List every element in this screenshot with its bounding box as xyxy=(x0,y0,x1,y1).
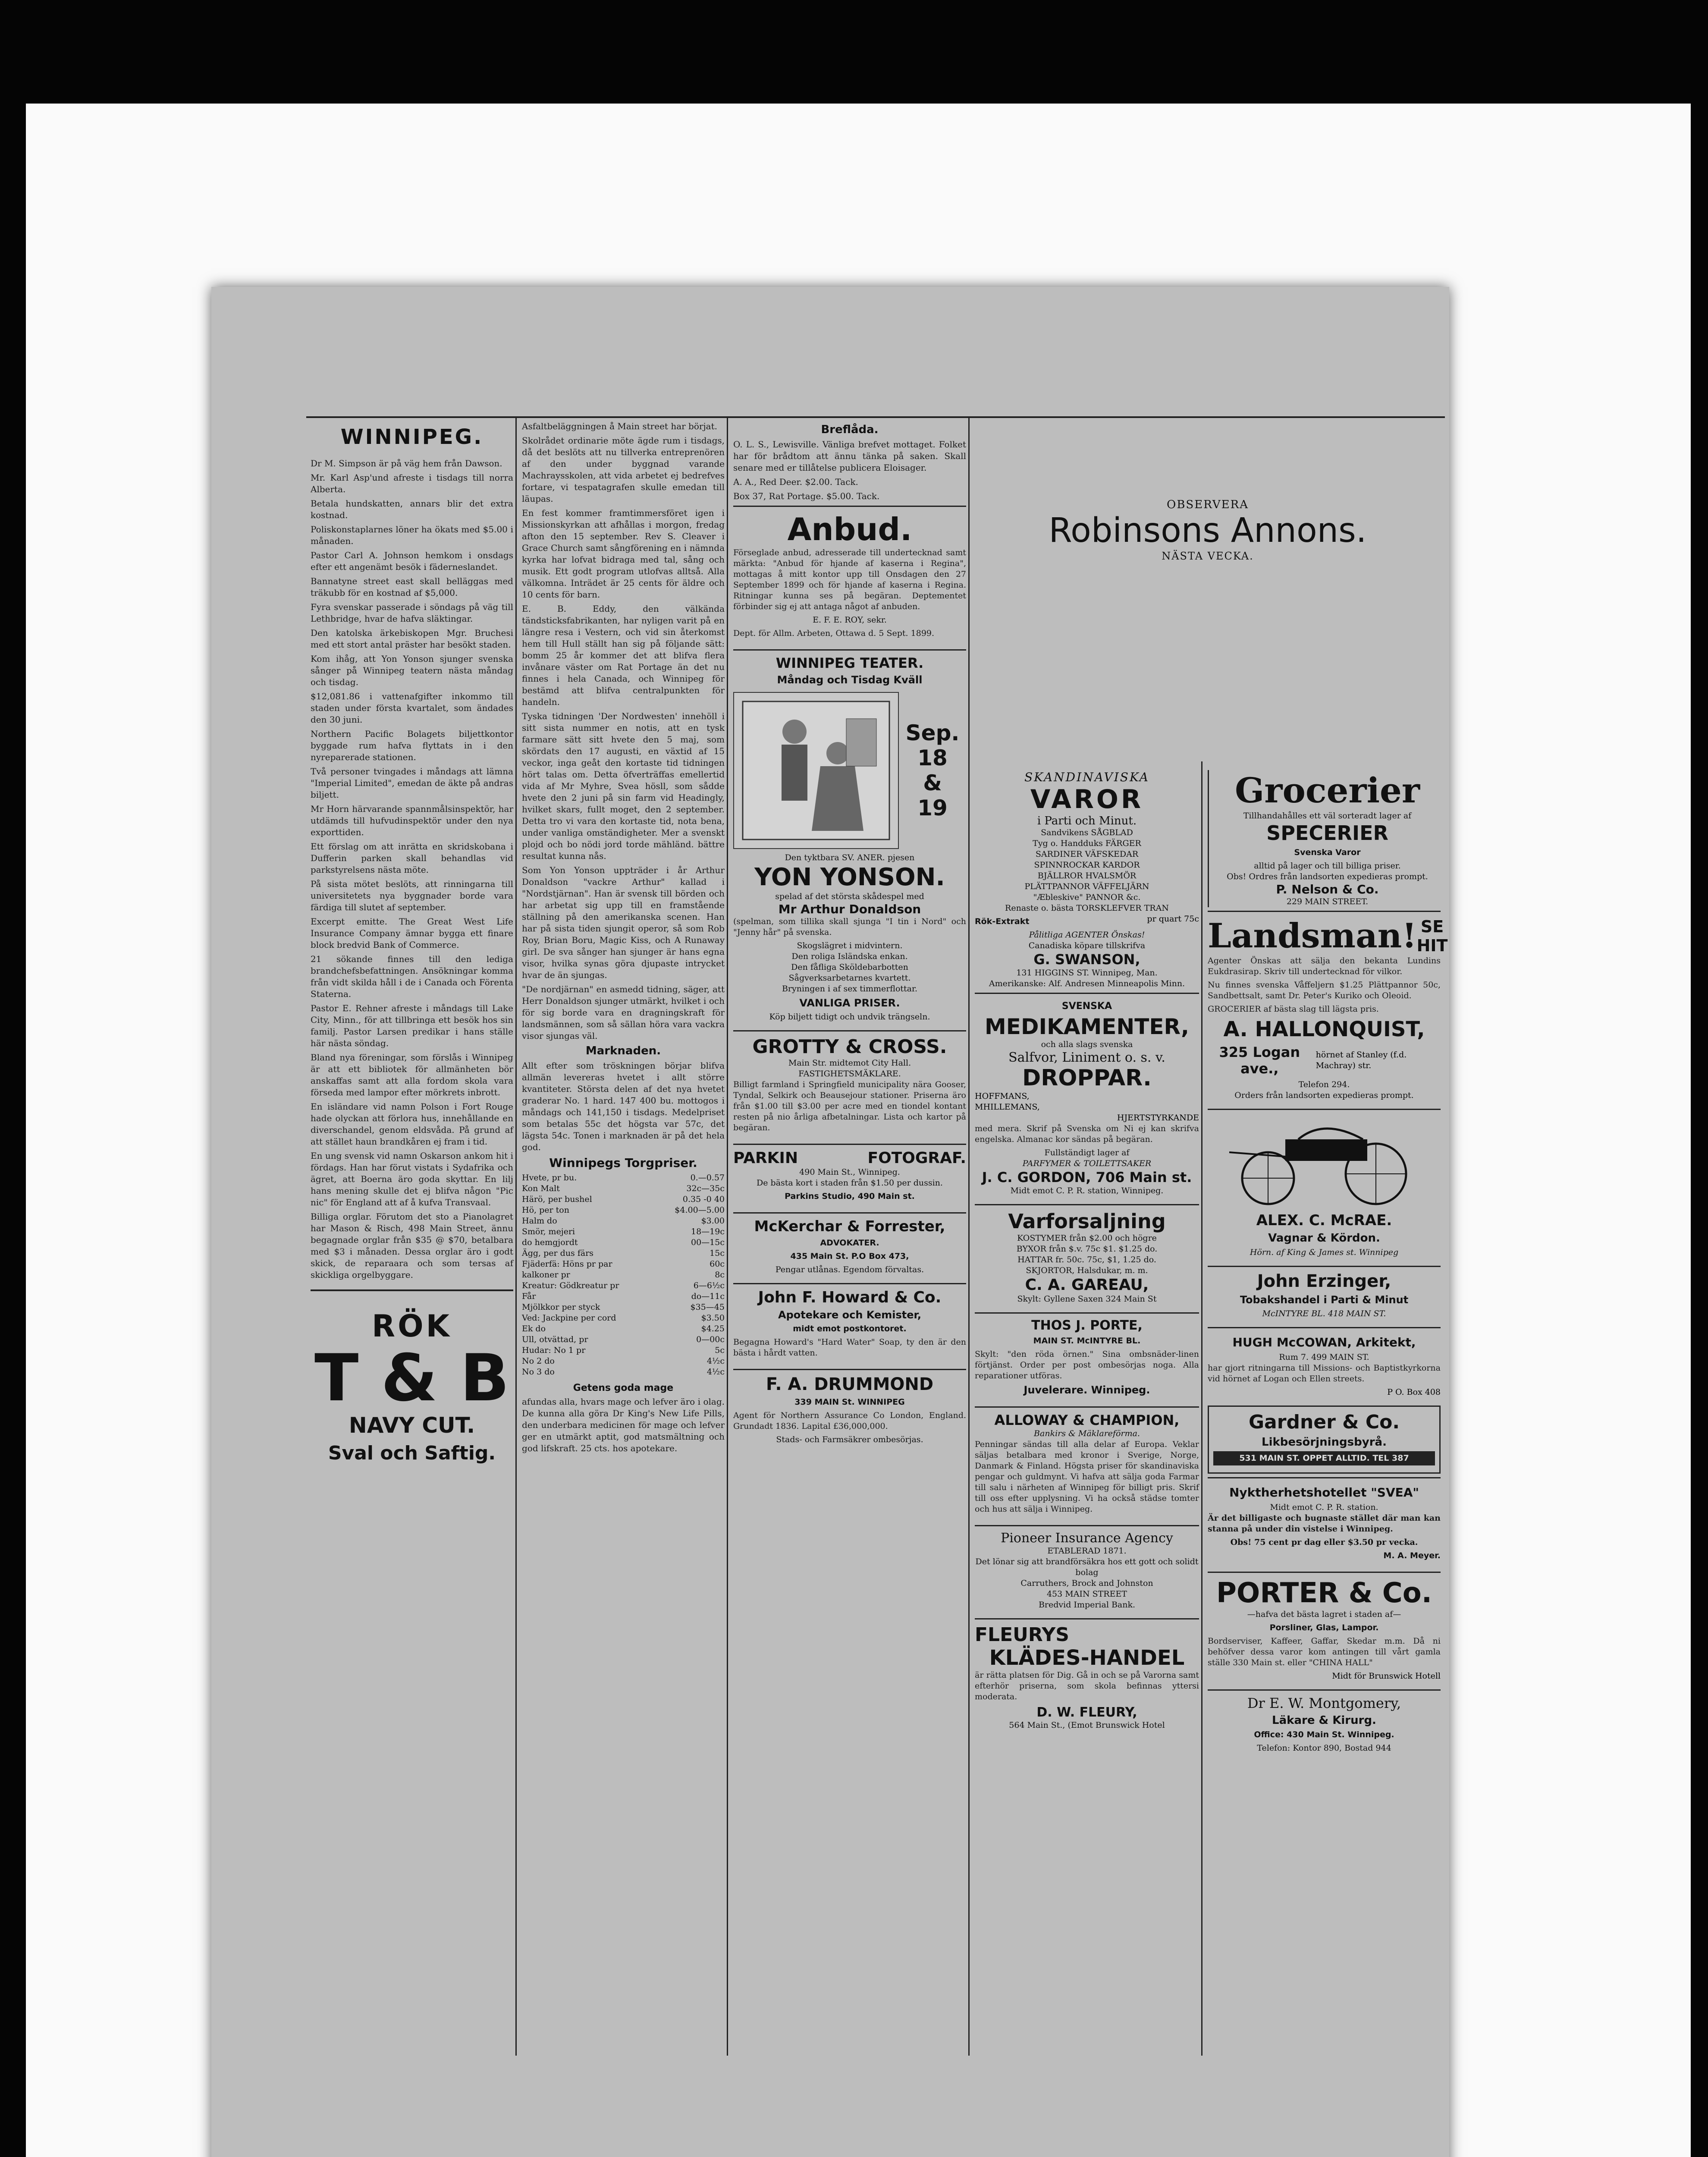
mcrae-ad xyxy=(1208,1109,1441,1262)
pioneer-ad xyxy=(975,1525,1199,1615)
howard-title: John F. Howard & Co. xyxy=(758,1289,942,1306)
mcrae-title: ALEX. C. McRAE. xyxy=(1256,1212,1392,1229)
rok-tb-ad xyxy=(311,1289,513,1468)
yon-list-item: Den fåfliga Sköldebarbotten xyxy=(791,962,908,972)
mcrae-sub: Vagnar & Kördon. xyxy=(1268,1232,1380,1245)
varor-item: Renaste o. bästa TORSKLEFVER TRAN xyxy=(1005,903,1169,913)
lands-text: Nu finnes svenska Våffeljern $1.25 Plättpannor 50c, Sandbettsalt, samt Dr. Peter's Kuriko och Oleoid. xyxy=(1208,980,1441,1000)
varor-item: SARDINER VÄFSKEDAR xyxy=(1035,849,1139,859)
yon-list-item: Den roliga Isländska enkan. xyxy=(791,952,908,961)
varor-item: Tyg o. Handduks FÄRGER xyxy=(1033,839,1141,848)
salfvor: Salfvor, Liniment o. s. v. xyxy=(1008,1050,1165,1065)
mcc-addr: Rum 7. 499 MAIN ST. xyxy=(1279,1352,1369,1362)
anbud-date: Dept. för Allm. Arbeten, Ottawa d. 5 Sept. 1899. xyxy=(733,629,935,638)
price-value: 4½c xyxy=(706,1356,725,1366)
column-ads-center xyxy=(733,421,966,1450)
svenska-varor: Svenska Varor xyxy=(1294,848,1361,857)
svea-sub: Midt emot C. P. R. station. xyxy=(1270,1503,1378,1512)
news-item: Som Yon Yonson uppträder i år Arthur Donaldson "vackre Arthur" kallad i "Nordstjärnan". Han är svensk till börden och har arbetat sig upp till en framstående ställning på den amerikanska scenen. Han har på sista tiden sjungit operor, så som Rob Roy, Brian Boru, Magic Kiss, och A Runaway girl. De sva sånger han sjunger är hans egna visor, hvilka synas göra djupaste intrycket hvar de än sjungas. xyxy=(522,865,725,980)
column-ads-far-right xyxy=(1208,770,1448,1758)
newspaper-page xyxy=(211,287,1449,2157)
anbud-text: Förseglade anbud, adresserade till undertecknad samt märkta: "Anbud för hjande af kaserna i Regina", mottagas å mitt kontor upp till Onsdagen den 27 September 1899 och för hjande af kaserna i Regina. Ritningar kunna ses på begäran. Deptementet förbinder sig ej att antaga något af anbuden. xyxy=(733,548,966,611)
teater-dates xyxy=(899,720,966,821)
yon-text: (spelman, som tillika skall sjunga "I tin i Nord" och "Jenny hår" på svenska. xyxy=(733,917,966,937)
price-value: 8c xyxy=(715,1270,725,1280)
tb-label: T & B xyxy=(314,1341,509,1416)
price-item: Ek do xyxy=(522,1324,546,1333)
montgomery-title: Dr E. W. Montgomery, xyxy=(1247,1695,1401,1711)
mck-sub: ADVOKATER. xyxy=(820,1238,879,1248)
erz-addr: McINTYRE BL. 418 MAIN ST. xyxy=(1262,1309,1386,1318)
varor-sub: i Parti och Minut. xyxy=(1037,814,1137,827)
fleury-addr: 564 Main St., (Emot Brunswick Hotel xyxy=(1009,1720,1165,1730)
price-value: $3.50 xyxy=(701,1313,725,1323)
mccowan-ad xyxy=(1208,1327,1441,1402)
price-value: 18—19c xyxy=(691,1227,725,1236)
news-item: En fest kommer framtimmersföret igen i Missionskyrkan att afhållas i morgon, fredag afton den 15 september. Rev S. Cleaver i Grace Church samt sångförening en i nämnda kyrka har lofvat bidraga med tal, sång och musik. Ett godt program utlofvas alltså. Alla välkomna. Inträdet är 25 cents för äldre och 10 cents för barn. xyxy=(522,508,725,600)
parfymer: PARFYMER & TOILETTSAKER xyxy=(1022,1159,1152,1168)
varor-item: "Æbleskive" PANNOR &c. xyxy=(1033,893,1141,902)
landsman-title: Landsman! xyxy=(1208,916,1417,956)
erzinger-title: John Erzinger, xyxy=(1257,1271,1391,1291)
mck-title: McKerchar & Forrester, xyxy=(754,1218,945,1235)
price-value: 4½c xyxy=(706,1367,725,1377)
swanson: G. SWANSON, xyxy=(1033,951,1140,968)
navy-cut-label: NAVY CUT. xyxy=(349,1413,475,1438)
parkin-title: PARKIN xyxy=(733,1149,798,1167)
howard-text: Begagna Howard's "Hard Water" Soap, ty den är den bästa i hårdt vatten. xyxy=(733,1337,966,1358)
hall-order: Orders från landsorten expedieras prompt. xyxy=(1234,1091,1414,1100)
news-item: Betala hundskatten, annars blir det extra kostnad. xyxy=(311,498,513,520)
porte-addr: MAIN ST. McINTYRE BL. xyxy=(1033,1336,1141,1346)
rok-extrakt: Rök-Extrakt xyxy=(975,917,1030,926)
yon-yonson-title: YON YONSON. xyxy=(754,863,945,891)
hoffmans2: MHILLEMANS, xyxy=(975,1102,1040,1112)
swanson-addr: 131 HIGGINS ST. Winnipeg, Man. xyxy=(1016,968,1158,978)
erz-sub: Tobakshandel i Parti & Minut xyxy=(1240,1294,1409,1306)
varfor-item: SKJORTOR, Halsdukar, m. m. xyxy=(1026,1266,1148,1275)
parkin-ad xyxy=(733,1144,966,1209)
price-row xyxy=(522,1280,725,1291)
porte-text: Skylt: "den röda örnen." Sina ombsnäder-linen förtjänst. Order per post ombesörjas noga. Alla reparationer utföras. xyxy=(975,1349,1199,1380)
news-item: En isländare vid namn Polson i Fort Rouge hade olyckan att förlora hus, innehållande en diverschandel, genom eldsvåda. På grund af att stället haun brandkåren ej fram i tid. xyxy=(311,1101,513,1147)
price-row xyxy=(522,1205,725,1216)
price-row xyxy=(522,1345,725,1356)
gardner-addr: 531 MAIN ST. OPPET ALLTID. TEL 387 xyxy=(1213,1451,1435,1465)
parkin-addr: 490 Main St., Winnipeg. xyxy=(799,1167,900,1177)
price-value: 00—15c xyxy=(691,1238,725,1247)
teater-body xyxy=(733,689,966,852)
price-value: 6—6½c xyxy=(693,1281,725,1290)
varfor-item: BYXOR från $.v. 75c $1. $1.25 do. xyxy=(1016,1244,1158,1254)
anbud-title: Anbud. xyxy=(787,511,912,547)
price-row xyxy=(522,1237,725,1248)
porter-sub2: Porsliner, Glas, Lampor. xyxy=(1269,1623,1379,1632)
varor-item: BJÄLLROR HVALSMÖR xyxy=(1037,871,1137,880)
gareau: C. A. GAREAU, xyxy=(1025,1276,1149,1294)
gardner-title: Gardner & Co. xyxy=(1248,1411,1400,1433)
prices-title: Winnipegs Torgpriser. xyxy=(549,1156,697,1170)
porte-jewel: Juvelerare. Winnipeg. xyxy=(1024,1384,1150,1396)
price-item: Får xyxy=(522,1292,536,1301)
price-value: $4.00—5.00 xyxy=(675,1205,725,1215)
rok-label: RÖK xyxy=(372,1308,452,1344)
breflada-line: Box 37, Rat Portage. $5.00. Tack. xyxy=(733,491,880,501)
news-item: En ung svensk vid namn Oskarson ankom hit i fördags. Han har förut vistats i Sydafrika och ägret, att Boerna äro goda skyttar. En lilj hans mening skulle det ej blifva någon "Pic nic" för England att af å kufva Transvaal. xyxy=(311,1151,513,1207)
gordon: J. C. GORDON, 706 Main st. xyxy=(982,1169,1192,1185)
news-item: Asfaltbeläggningen å Main street har börjat. xyxy=(522,421,717,431)
price-item: Mjölkkor per styck xyxy=(522,1302,600,1312)
gareau-sub: Skylt: Gyllene Saxen 324 Main St xyxy=(1017,1294,1157,1304)
price-value: $3.00 xyxy=(701,1216,725,1226)
porter-foot: Midt för Brunswick Hotell xyxy=(1332,1671,1441,1681)
montgomery-ad xyxy=(1208,1689,1441,1758)
alloway-title: ALLOWAY & CHAMPION, xyxy=(994,1412,1180,1428)
skand-label: SKANDINAVISKA xyxy=(1024,770,1149,784)
varfor-item: KOSTYMER från $2.00 och högre xyxy=(1017,1233,1157,1243)
price-item: Hö, per ton xyxy=(522,1205,569,1215)
specerier: SPECERIER xyxy=(1266,821,1388,845)
teater-day: 18 xyxy=(917,745,948,770)
drummond-ad xyxy=(733,1369,966,1450)
news-item: Northern Pacific Bolagets biljettkontor byggade rum hafva flyttats in i den nyreparerade stationen. xyxy=(311,729,513,762)
carruthers: Carruthers, Brock and Johnston xyxy=(1020,1578,1153,1588)
news-item: Mr. Karl Asp'und afreste i tisdags till norra Alberta. xyxy=(311,472,513,494)
drummond-text: Agent för Northern Assurance Co London, England. Grundadt 1836. Lapital £36,000,000. xyxy=(733,1411,966,1431)
rok-extrakt-row xyxy=(975,914,1199,930)
lands-agent: Agenter Önskas att sälja den bekanta Lundins Eukdrasirap. Skriv till undertecknad för vilkor. xyxy=(1208,956,1441,976)
grocerier-title: Grocerier xyxy=(1234,770,1420,811)
price-value: 60c xyxy=(710,1259,725,1269)
pioneer-title: Pioneer Insurance Agency xyxy=(1001,1531,1173,1546)
teater-ad xyxy=(733,649,966,1027)
erzinger-ad xyxy=(1208,1266,1441,1324)
hallonquist: A. HALLONQUIST, xyxy=(1223,1017,1425,1041)
price-row xyxy=(522,1291,725,1302)
price-value: 0.35 -0 40 xyxy=(682,1195,725,1204)
price-value: 15c xyxy=(710,1248,725,1258)
gardner-sub: Likbesörjningsbyrå. xyxy=(1262,1436,1387,1449)
price-item: No 2 do xyxy=(522,1356,555,1366)
parkin-text: Parkins Studio, 490 Main st. xyxy=(785,1192,915,1201)
porter-text: Bordserviser, Kaffeer, Gaffar, Skedar m.m. Då ni behöfver dessa varor kom antingen till vårt gamla ställe 330 Main st. eller "CHINA HALL" xyxy=(1208,1636,1441,1667)
column-ads-right xyxy=(975,770,1199,1735)
price-value: 5c xyxy=(715,1346,725,1355)
price-value: 32c—35c xyxy=(686,1184,725,1193)
hall-addr-row xyxy=(1208,1041,1441,1079)
price-row xyxy=(522,1183,725,1194)
alloway-sub: Bankirs & Mäklareförma. xyxy=(1034,1429,1140,1438)
robinsons-box xyxy=(979,498,1436,562)
medikamenter-ad xyxy=(975,993,1199,1201)
groc-text: alltid på lager och till billiga priser. xyxy=(1254,861,1401,871)
price-row xyxy=(522,1194,725,1205)
yon-list-item: Sågverksarbetarnes kvartett. xyxy=(788,973,911,983)
varforsaljning-ad xyxy=(975,1204,1199,1309)
getens-text: afundas alla, hvars mage och lefver äro i olag. De kunna alla göra Dr King's New Life Pills, den underbara medicinen för mage och lefver ger en utmärkt aptit, god matsmältning och god lifskraft. 25 cts. hos apotekare. xyxy=(522,1396,725,1453)
nasta-vecka: NÄSTA VECKA. xyxy=(1162,550,1254,562)
donaldson-name: Mr Arthur Donaldson xyxy=(778,902,921,916)
price-item: Smör, mejeri xyxy=(522,1227,575,1236)
news-item: Pastor E. Rehner afreste i måndags till Lake City, Minn., för att tillbringa ett besök hos sin familj. Pastor Larsen predikar i hans ställe här nästa söndag. xyxy=(311,1003,513,1048)
news-item: Pastor Carl A. Johnson hemkom i onsdags efter ett angenämt besök i fäderneslandet. xyxy=(311,550,513,572)
breflada-title: Breflåda. xyxy=(821,423,879,436)
price-item: Ull, otvättad, pr xyxy=(522,1335,588,1344)
robinsons-title: Robinsons Annons. xyxy=(1049,511,1367,550)
svea-title: Nyktherhetshotellet "SVEA" xyxy=(1229,1485,1419,1500)
alloway-text: Penningar sändas till alla delar af Europa. Veklar säljas betalbara med kronor i Sverige, Norge, Danmark & Finland. Högsta priser för skandinaviska pengar och guldmynt. Vi hafva att sälja goda Farmar till salu i närheten af Winnipeg för billigt pris. Skrif till oss efter upplysning. Vi ha också städse tomter och hus att sälja i Winnipeg. xyxy=(975,1440,1199,1514)
price-value: 0.—0.57 xyxy=(690,1173,725,1182)
drummond-foot: Stads- och Farmsäkrer ombesörjas. xyxy=(776,1435,923,1444)
lands-groc: GROCERIER af bästa slag till lägsta pris. xyxy=(1208,1004,1379,1014)
col-divider-4 xyxy=(1201,761,1203,2056)
groc-sub: Tillhandahålles ett väl sorteradt lager af xyxy=(1243,811,1412,821)
price-row xyxy=(522,1313,725,1324)
droppar-text: med mera. Skrif på Svenska om Ni ej kan skrifva engelska. Almanac kor sändas på begäran. xyxy=(975,1124,1199,1144)
prices-label: VANLIGA PRISER. xyxy=(799,997,900,1009)
svea-text: Är det billigaste och bugnaste stället där man kan stanna på under din vistelse i Winnipeg. xyxy=(1208,1513,1441,1534)
grotty-sub2: FASTIGHETSMÄKLARE. xyxy=(798,1069,901,1078)
hall-tel: Telefon 294. xyxy=(1298,1080,1350,1089)
price-row xyxy=(522,1173,725,1183)
medik-title: MEDIKAMENTER, xyxy=(985,1014,1189,1039)
price-row xyxy=(522,1356,725,1367)
price-item: Kreatur: Gödkreatur pr xyxy=(522,1281,619,1290)
price-row xyxy=(522,1270,725,1280)
price-item: Halm do xyxy=(522,1216,557,1226)
news-item: Bland nya föreningar, som förslås i Winnipeg är att ett bibliotek för allmänheten bör anskaffas samt att alla fordom skola vara förseda med lampor efter mörkrets inbrott. xyxy=(311,1052,513,1097)
news-item: Billiga orglar. Förutom det sto a Pianolagret har Mason & Risch, 498 Main Street, ännu begagnade orglar från $35 @ $70, betalbara med $3 i månaden. Dessa orglar äro i godt skick, de reparaara och som tersas af skickliga orgelbyggare. xyxy=(311,1211,513,1280)
news-item: Dr M. Simpson är på väg hem från Dawson. xyxy=(311,458,502,469)
hall-corner: hörnet af Stanley (f.d. Machray) str. xyxy=(1316,1050,1407,1070)
news-item: "De nordjärnan" en asmedd tidning, säger, att Herr Donaldson sjunger utmärkt, hvilket i och för sig borde vara en dragningskraft för landsmännen, som så sällan höra vara vackra visor sjungas väl. xyxy=(522,984,725,1041)
porte-ad xyxy=(975,1312,1199,1403)
varor-item: SPINNROCKAR KARDOR xyxy=(1034,860,1140,870)
prices-note: Köp biljett tidigt och undvik trängseln. xyxy=(769,1012,930,1022)
price-item: Härö, per bushel xyxy=(522,1195,592,1204)
landsman-header xyxy=(1208,916,1448,956)
howard-sub: Apotekare och Kemister, xyxy=(778,1309,921,1321)
klades-text: är rätta platsen för Dig. Gå in och se på Varorna samt efterhör priserna, som skola befinnas yttersi moderata. xyxy=(975,1670,1199,1701)
col-divider-3 xyxy=(968,416,970,2056)
porter-ad xyxy=(1208,1572,1441,1686)
amerikan: Amerikanske: Alf. Andresen Minneapolis Minn. xyxy=(989,979,1185,988)
column-local-news xyxy=(522,421,725,1457)
price-item: Hudar: No 1 pr xyxy=(522,1346,586,1355)
fleurys-title: FLEURYS xyxy=(975,1624,1069,1646)
varor-title: VAROR xyxy=(1030,784,1144,814)
play-pre: Den tyktbara SV. ANER. pjesen xyxy=(785,853,915,862)
porter-title: PORTER & Co. xyxy=(1216,1577,1432,1609)
column-winnipeg xyxy=(311,421,513,1468)
anbud-sign: E. F. E. ROY, sekr. xyxy=(813,615,887,625)
grotty-text: Billigt farmland i Springfield municipality nära Gooser, Tyndal, Selkirk och Beausejour stationer. Priserna äro från $1.00 till $3.00 per acre med en tiondel kontant resten på nio årliga afbetalningar. Lista och kartor på begäran. xyxy=(733,1080,966,1132)
grotty-title: GROTTY & CROSS. xyxy=(752,1036,947,1058)
news-item: E. B. Eddy, den välkända tändsticksfabrikanten, har nyligen varit på en längre resa i Vestern, och vid sin återkomst hem till Hull ställt han sig på följande sätt: bomm 25 år kommer det att blifva flera invånare väster om Rat Portage än det nu finnes i hela Canada, och Winnipeg för bestämd att blifva centralpunkten för handeln. xyxy=(522,604,725,707)
nelson-addr: 229 MAIN STREET. xyxy=(1286,897,1369,906)
yon-list-item: Bryningen i af sex timmerflottar. xyxy=(782,984,918,994)
news-item: Ett förslag om att inrätta en skridskobana i Dufferin parken skall behandlas vid parkstyrelsens nästa möte. xyxy=(311,841,513,875)
hoffmans: HOFFMANS, xyxy=(975,1091,1030,1101)
droppar: DROPPAR. xyxy=(1022,1065,1152,1091)
top-rule xyxy=(306,416,1445,418)
news-item: Excerpt emitte. The Great West Life Insurance Company ämnar bygga ett finare block bredvid Bank of Commerce. xyxy=(311,916,513,950)
news-item: Tyska tidningen 'Der Nordwesten' innehöll i sitt sista nummer en notis, att en tysk farmare sätt sitt hvete den 5 maj, som skördats den 17 augusti, en växtid af 15 veckor, inga geåt den kortaste tid tidningen hört talas om. Detta öfverträffas emellertid vida af Mr Myhre, Svea hösll, som sådde hvete den 2 juni på sin farm vid Headingly, hvilket skars, fullt moget, den 2 september. Detta tro vi vara den kortaste tid, nota bena, under vanliga omständigheter. Mer a svenskt plojd och bo nödi jord torde mähländ. bättre resultat kunna nås. xyxy=(522,711,725,861)
landsman-ad xyxy=(1208,911,1448,1105)
price-item: Ved: Jackpine per cord xyxy=(522,1313,616,1323)
market-text: Allt efter som tröskningen börjar blifva allmän levereras hvetet i allt större kvantiteter. Största delen af det nya hvetet graderar No. 1 hard. 147 400 bu. mottogos i måndags och 141,150 i tisdags. Medelpriset som betalas 55c det högsta var 57c, det lägsta 54c. Tonen i marknaden är på det hela god. xyxy=(522,1060,725,1152)
mck-text: Pengar utlånas. Egendom förvaltas. xyxy=(775,1265,924,1274)
yon-sub: spelad af det största skådespel med xyxy=(775,892,924,901)
breflada-line: A. A., Red Deer. $2.00. Tack. xyxy=(733,477,858,487)
porter-sub: —hafva det bästa lagret i staden af— xyxy=(1247,1610,1401,1619)
hjerta: HJERTSTYRKANDE xyxy=(1117,1113,1199,1123)
teater-amp: & xyxy=(923,770,942,796)
varfor-title: Varforsaljning xyxy=(1008,1210,1166,1233)
drummond-addr: 339 MAIN St. WINNIPEG xyxy=(794,1397,905,1407)
carruthers-addr: 453 MAIN STREET xyxy=(1046,1589,1127,1599)
nelson: P. Nelson & Co. xyxy=(1276,882,1379,896)
news-item: Den katolska ärkebiskopen Mgr. Bruchesi med ett stort antal präster har besökt staden. xyxy=(311,628,513,650)
news-item: $12,081.86 i vattenafgifter inkommo till staden under första kvartalet, som ändades den 30 juni. xyxy=(311,691,513,725)
observera: OBSERVERA xyxy=(1167,498,1249,511)
medik-sub: och alla slags svenska xyxy=(1041,1040,1133,1049)
price-item: Hvete, pr bu. xyxy=(522,1173,577,1182)
parkin-text: De bästa kort i staden från $1.50 per dussin. xyxy=(757,1178,943,1188)
anbud-notice xyxy=(733,506,966,646)
svenska-label: SVENSKA xyxy=(1061,1001,1112,1012)
news-item: På sista mötet beslöts, att rinningarna till universitetets nya byggnader borde vara färdiga till slutet af september. xyxy=(311,879,513,912)
fleury-name: D. W. FLEURY, xyxy=(1036,1705,1137,1720)
price-row xyxy=(522,1248,725,1259)
varor-item: PLÄTTPANNOR VÄFFELJÄRN xyxy=(1024,882,1149,891)
price-item: Fjäderfä: Höns pr par xyxy=(522,1259,612,1269)
winnipeg-title: WINNIPEG. xyxy=(340,425,484,449)
price-value: $35—45 xyxy=(690,1302,725,1312)
breflada-text: O. L. S., Lewisville. Vänliga brefvet mottaget. Folket har för brådtom att ännu tänka på saken. Skall senare med er tillåtelse publicera Eloisager. xyxy=(733,439,966,473)
price-item: Ägg, per dus färs xyxy=(522,1248,594,1258)
porte-title: THOS J. PORTE, xyxy=(1031,1318,1143,1333)
rok-price: pr quart 75c xyxy=(1147,914,1199,924)
mcc-text: har gjort ritningarna till Missions- och Baptistkyrkorna vid hörnet af Logan och Ellen streets. xyxy=(1208,1363,1441,1383)
mcc-box: P O. Box 408 xyxy=(1387,1387,1441,1397)
grocerier-ad xyxy=(1208,770,1441,907)
col-divider-2 xyxy=(727,416,728,2056)
fleury-ad xyxy=(975,1618,1199,1735)
howard-sub2: midt emot postkontoret. xyxy=(793,1324,907,1333)
carruthers-sub: Bredvid Imperial Bank. xyxy=(1038,1600,1136,1610)
pioneer-sub: ETABLERAD 1871. xyxy=(1047,1546,1127,1556)
grotty-sub: Main Str. midtemot City Hall. xyxy=(788,1058,911,1068)
grotty-ad xyxy=(733,1030,966,1140)
klades-title: KLÄDES-HANDEL xyxy=(989,1646,1185,1670)
price-row xyxy=(522,1367,725,1377)
sval-label: Sval och Saftig. xyxy=(328,1442,496,1464)
winnipeg-items xyxy=(311,458,513,1281)
mck-addr: 435 Main St. P.O Box 473, xyxy=(790,1251,909,1261)
news-item: Poliskonstaplarnes löner ha ökats med $5.00 i månaden. xyxy=(311,524,513,546)
se-hit: SE HIT xyxy=(1416,917,1448,955)
yon-list-item: Skogslägret i midvintern. xyxy=(797,941,903,950)
gardner-ad xyxy=(1208,1406,1441,1474)
agenter: Pålitliga AGENTER Önskas! xyxy=(1029,930,1145,940)
price-value: 0—00c xyxy=(696,1335,725,1344)
canada: Canadiska köpare tillskrifva xyxy=(1028,941,1146,950)
price-list xyxy=(522,1173,725,1377)
news-item: Kom ihåg, att Yon Yonson sjunger svenska sånger på Winnipeg teatern nästa måndag och tisdag. xyxy=(311,654,513,687)
mccowan-title: HUGH McCOWAN, Arkitekt, xyxy=(1232,1335,1416,1349)
price-row xyxy=(522,1302,725,1313)
col-divider-1 xyxy=(515,416,517,2056)
news-item: Mr Horn härvarande spannmålsinspektör, har utdämds till hufvudinspektör under den nya exporttiden. xyxy=(311,804,513,837)
price-row xyxy=(522,1226,725,1237)
teater-day: 19 xyxy=(917,796,948,821)
yon-yonson-illustration xyxy=(733,692,899,849)
price-row xyxy=(522,1259,725,1270)
price-row xyxy=(522,1216,725,1226)
price-item: do hemgjordt xyxy=(522,1238,578,1247)
pioneer-text: Det lönar sig att brandförsäkra hos ett gott och solidt bolag xyxy=(975,1557,1199,1577)
news-item: Bannatyne street east skall belläggas med träkubb för en kostnad af $5,000. xyxy=(311,576,513,598)
price-item: kalkoner pr xyxy=(522,1270,570,1280)
mcrae-addr: Hörn. af King & James st. Winnipeg xyxy=(1250,1248,1399,1257)
svea-price: Obs! 75 cent pr dag eller $3.50 pr vecka. xyxy=(1230,1538,1418,1547)
mckerchar-ad xyxy=(733,1212,966,1280)
buggy-illustration xyxy=(1221,1118,1428,1208)
getens-title: Getens goda mage xyxy=(573,1383,674,1393)
svea-ad xyxy=(1208,1477,1441,1568)
varor-item: Sandvikens SÅGBLAD xyxy=(1041,828,1133,837)
mont-addr: Office: 430 Main St. Winnipeg. xyxy=(1254,1730,1394,1739)
teater-sub: Måndag och Tisdag Kväll xyxy=(777,674,923,686)
gordon-sub: Midt emot C. P. R. station, Winnipeg. xyxy=(1010,1186,1164,1195)
news-item: 21 sökande finnes till den lediga brandchefsbefattningen. Ansökningar komma från vidt skilda håll i de i Canada och Förenta Staterna. xyxy=(311,954,513,999)
price-item: Kon Malt xyxy=(522,1184,560,1193)
drummond-title: F. A. DRUMMOND xyxy=(766,1374,934,1394)
groc-obs: Obs! Ordres från landsorten expedieras prompt. xyxy=(1227,872,1428,881)
hall-addr: 325 Logan ave., xyxy=(1219,1044,1300,1077)
news-item: Skolrådet ordinarie möte ägde rum i tisdags, då det beslöts att nu tillverka entreprenören af den under byggnad varande Machraysskolen, att vida arbetet ej bedrefves fortare, vi tespatagrafen skulle emedan till läupas. xyxy=(522,435,725,504)
mont-tel: Telefon: Kontor 890, Bostad 944 xyxy=(1257,1743,1391,1753)
alloway-ad xyxy=(975,1406,1199,1522)
mont-sub: Läkare & Kirurg. xyxy=(1272,1714,1376,1727)
svea-owner: M. A. Meyer. xyxy=(1383,1551,1441,1560)
price-value: $4.25 xyxy=(701,1324,725,1333)
teater-month: Sep. xyxy=(905,720,960,745)
varfor-item: HATTAR fr. 50c. 75c, $1, 1.25 do. xyxy=(1017,1255,1156,1264)
howard-ad xyxy=(733,1283,966,1365)
price-value: do—11c xyxy=(691,1292,725,1301)
teater-title: WINNIPEG TEATER. xyxy=(776,655,924,671)
parkin-foto: FOTOGRAF. xyxy=(867,1149,966,1167)
price-row xyxy=(522,1324,725,1334)
price-item: No 3 do xyxy=(522,1367,555,1377)
parkin-header xyxy=(733,1149,966,1167)
market-title: Marknaden. xyxy=(585,1044,661,1057)
news-item: Två personer tvingades i måndags att lämna "Imperial Limited", emedan de äkte på andras biljett. xyxy=(311,766,513,800)
price-row xyxy=(522,1334,725,1345)
fullst: Fullständigt lager af xyxy=(1044,1148,1130,1157)
news-item: Fyra svenskar passerade i söndags på väg till Lethbridge, hvar de hafva släktingar. xyxy=(311,602,513,624)
